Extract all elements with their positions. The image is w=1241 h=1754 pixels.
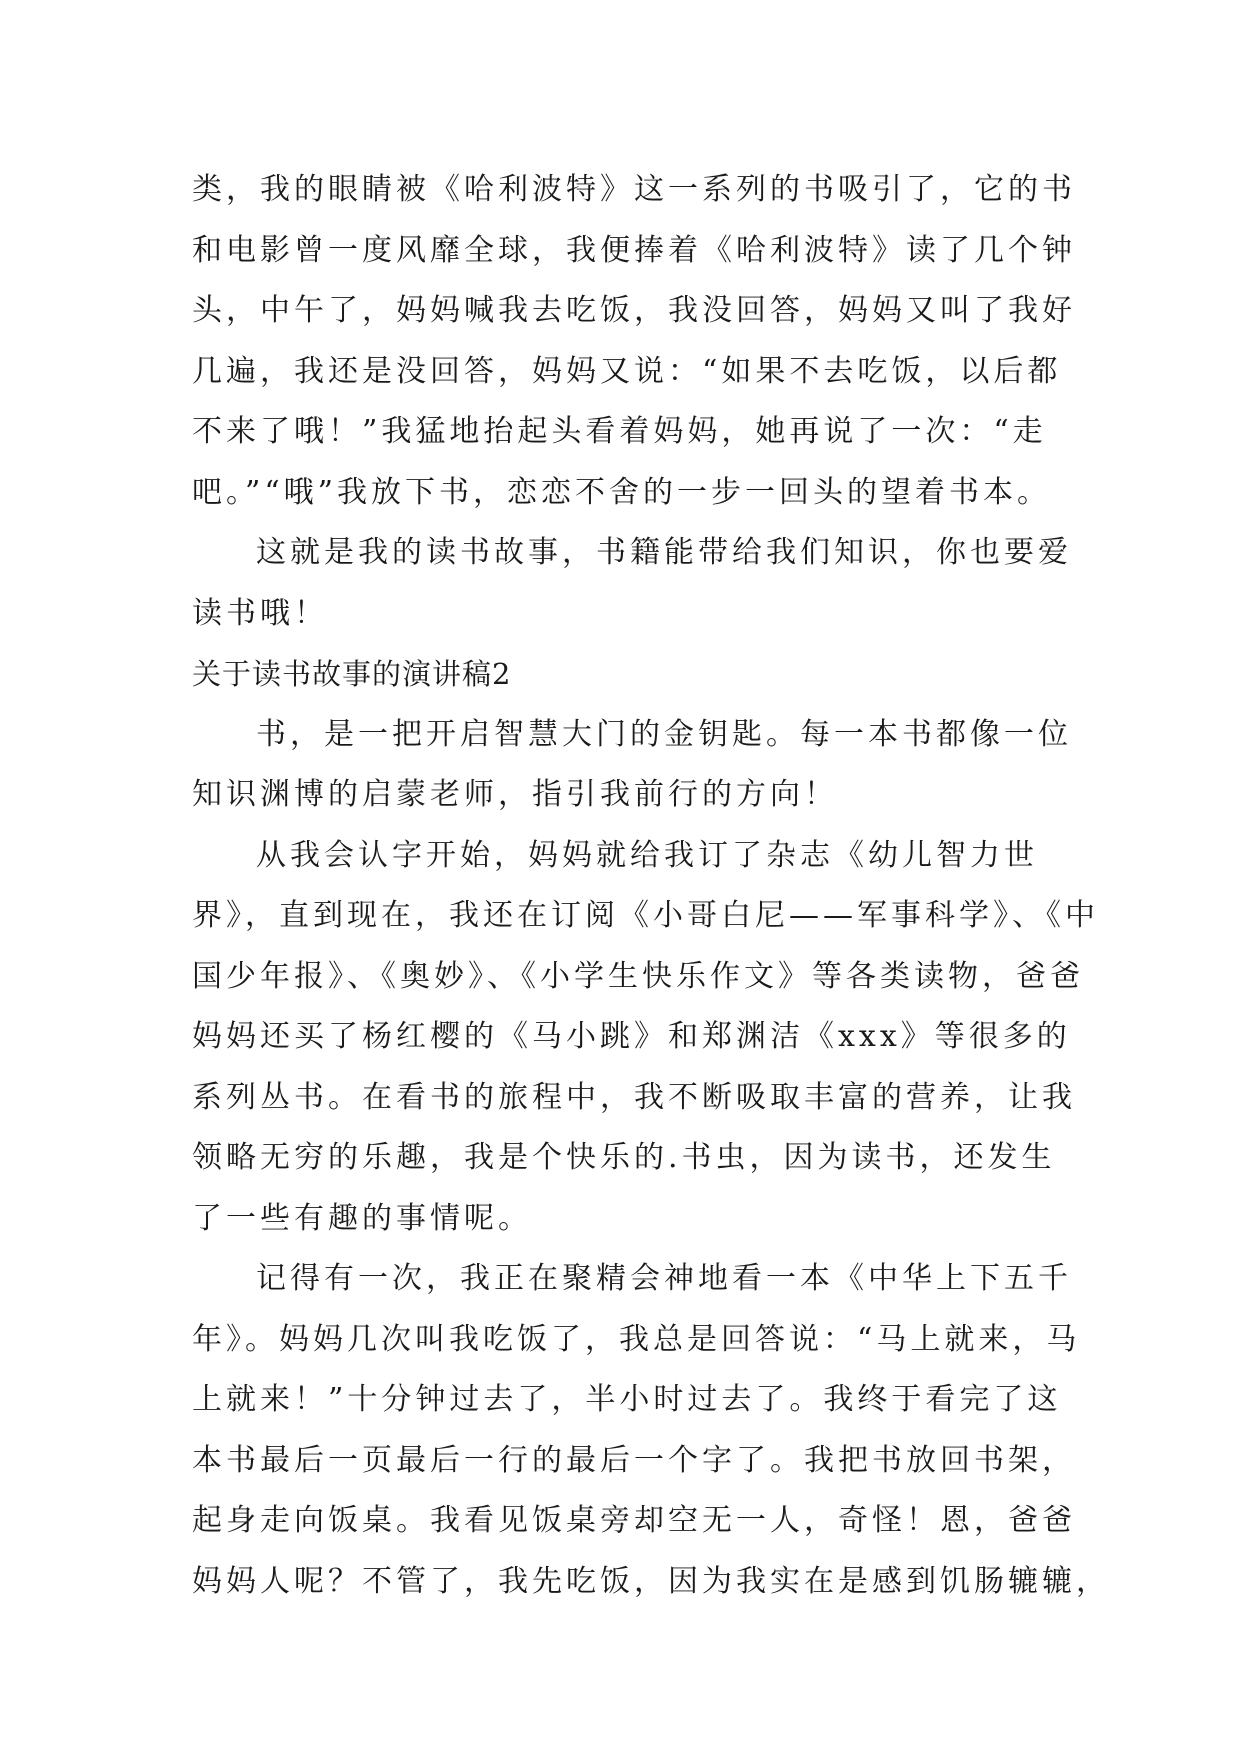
text-line: 类，我的眼睛被《哈利波特》这一系列的书吸引了，它的书 — [192, 172, 1076, 207]
text-line: 领略无穷的乐趣，我是个快乐的.书虫，因为读书，还发生 — [192, 1140, 1056, 1175]
text-line: 年》。妈妈几次叫我吃饭了，我总是回答说：“马上就来，马 — [192, 1321, 1081, 1357]
text-line: 和电影曾一度风靡全球，我便捧着《哈利波特》读了几个钟 — [192, 232, 1076, 268]
text-line: 读书哦！ — [192, 595, 328, 631]
text-line: 妈妈还买了杨红樱的《马小跳》和郑渊洁《xxx》等很多的 — [192, 1019, 1071, 1054]
text-line: 妈妈人呢？不管了，我先吃饭，因为我实在是感到饥肠辘辘， — [192, 1563, 1110, 1599]
text-line: 从我会认字开始，妈妈就给我订了杂志《幼儿智力世 — [256, 837, 1038, 873]
document-body — [192, 160, 1110, 1612]
text-line: 知识渊博的启蒙老师，指引我前行的方向！ — [192, 777, 838, 812]
text-line: 了一些有趣的事情呢。 — [192, 1200, 532, 1236]
text-line: 国少年报》、《奥妙》、《小学生快乐作文》等各类读物，爸爸 — [192, 958, 1084, 994]
text-line: 起身走向饭桌。我看见饭桌旁却空无一人，奇怪！恩，爸爸 — [192, 1503, 1076, 1538]
text-line: 记得有一次，我正在聚精会神地看一本《中华上下五千 — [256, 1261, 1072, 1296]
text-line: 不来了哦！”我猛地抬起头看着妈妈，她再说了一次：“走 — [192, 414, 1047, 449]
text-line: 头，中午了，妈妈喊我去吃饭，我没回答，妈妈又叫了我好 — [192, 293, 1076, 328]
section-heading: 关于读书故事的演讲稿2 — [192, 657, 512, 691]
text-line: 这就是我的读书故事，书籍能带给我们知识，你也要爱 — [256, 535, 1072, 570]
text-line: 吧。”“哦”我放下书，恋恋不舍的一步一回头的望着书本。 — [192, 474, 1052, 510]
text-line: 书，是一把开启智慧大门的金钥匙。每一本书都像一位 — [256, 716, 1072, 752]
text-line: 界》，直到现在，我还在订阅《小哥白尼——军事科学》、《中 — [192, 898, 1099, 933]
text-line: 本书最后一页最后一行的最后一个字了。我把书放回书架， — [192, 1442, 1076, 1478]
text-line: 上就来！”十分钟过去了，半小时过去了。我终于看完了这 — [192, 1382, 1062, 1417]
text-line: 几遍，我还是没回答，妈妈又说：“如果不去吃饭，以后都 — [192, 353, 1062, 389]
text-line: 系列丛书。在看书的旅程中，我不断吸取丰富的营养，让我 — [192, 1079, 1076, 1115]
